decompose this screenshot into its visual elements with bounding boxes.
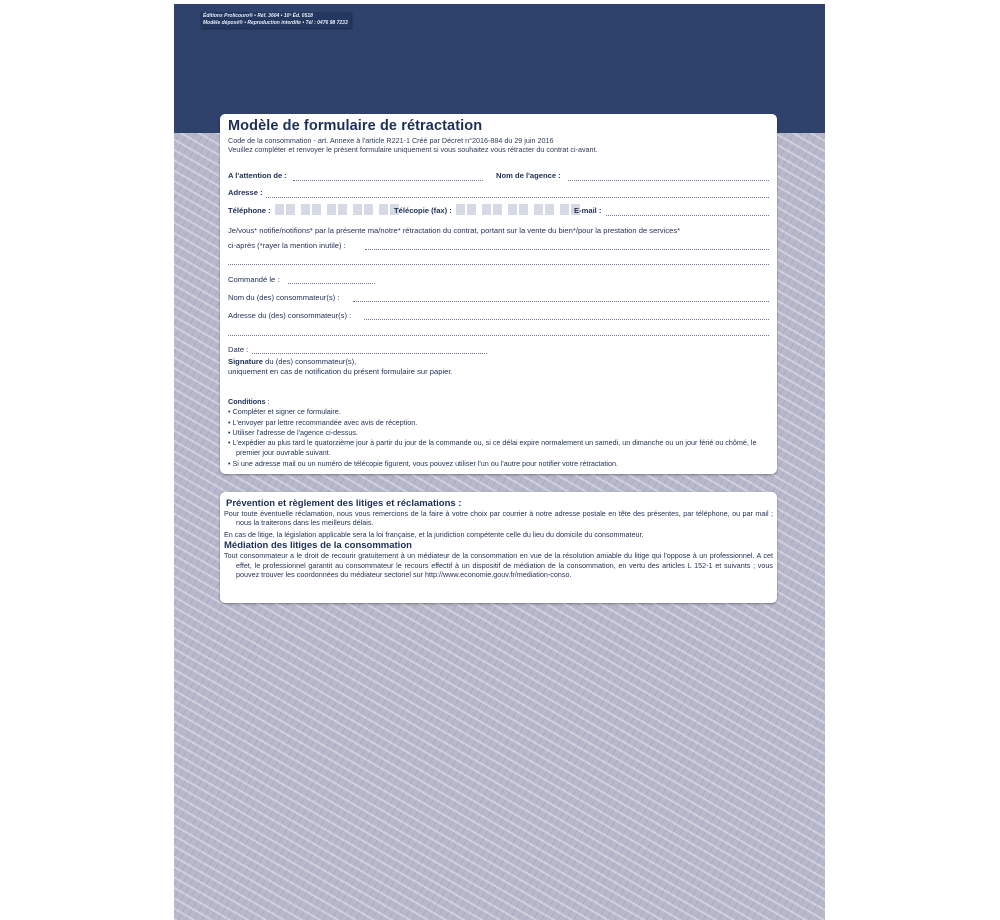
- agency-field[interactable]: [568, 180, 769, 181]
- mediation-title: Médiation des litiges de la consommation: [224, 540, 412, 552]
- fax-boxes[interactable]: [456, 204, 580, 215]
- conditions-title: Conditions: [228, 397, 266, 406]
- disputes-card: [220, 492, 777, 603]
- attention-label: A l'attention de :: [228, 171, 287, 180]
- condition-item: • Compléter et signer ce formulaire.: [228, 407, 773, 417]
- disputes-paragraph-1: Pour toute éventuelle réclamation, nous vous remercions de la faire à votre choix par courrier à notre adresse postale en tête des présentes, par téléphone, ou par mail ; nous la traiterons dans les meilleurs délais.: [224, 509, 773, 528]
- fax-label: Télécopie (fax) :: [394, 206, 452, 215]
- signature-label: Signature: [228, 357, 264, 366]
- condition-item: • Si une adresse mail ou un numéro de télécopie figurent, vous pouvez utiliser l'un ou l'autre pour notifier votre rétractation.: [228, 459, 773, 469]
- goods-field-2[interactable]: [228, 264, 769, 265]
- consumer-address-field-1[interactable]: [364, 319, 769, 320]
- phone-label: Téléphone :: [228, 206, 271, 215]
- consumer-address-label: Adresse du (des) consommateur(s) :: [228, 311, 352, 320]
- ordered-field[interactable]: [288, 283, 375, 284]
- date-field[interactable]: [252, 353, 487, 354]
- consumer-name-label: Nom du (des) consommateur(s) :: [228, 293, 340, 302]
- conditions-colon: :: [265, 397, 270, 406]
- publisher-label: [200, 12, 351, 28]
- conditions-block: [228, 397, 773, 469]
- signature-line-1: [228, 357, 356, 366]
- address-field[interactable]: [266, 197, 769, 198]
- agency-label: Nom de l'agence :: [496, 171, 561, 180]
- phone-boxes[interactable]: [275, 204, 399, 215]
- conditions-list: [228, 407, 773, 469]
- form-legal-reference: Code de la consommation - art. Annexe à l'article R221-1 Créé par Décret n°2016-884 du 29 juin 2016: [228, 136, 554, 145]
- consumer-address-field-2[interactable]: [228, 335, 769, 336]
- condition-item: • Utiliser l'adresse de l'agence ci-dessus.: [228, 428, 773, 438]
- ordered-label: Commandé le :: [228, 275, 280, 284]
- attention-field[interactable]: [293, 180, 483, 181]
- form-sheet: [174, 4, 825, 920]
- publisher-line-2: Modèle déposé® • Reproduction interdite • Tél : 0476 98 7233: [203, 20, 348, 26]
- signature-label-rest: du (des) consommateur(s),: [263, 357, 357, 366]
- withdrawal-form-card: [220, 114, 777, 474]
- mediation-paragraph: Tout consommateur a le droit de recourir gratuitement à un médiateur de la consommation en vue de la résolution amiable du litige qui l'oppose à un professionnel. A cet effet, le professionnel garantit au consommateur le recours effectif à un dispositif de médiation de la consommation, en vertu des articles L 152-1 et suivants ; vous pouvez trouver les coordonnées du médiateur sectoriel sur http://www.economie.gouv.fr/mediation-conso.: [224, 551, 773, 580]
- form-instructions: Veuillez compléter et renvoyer le présent formulaire uniquement si vous souhaitez vous rétracter du contrat ci-avant.: [228, 145, 598, 154]
- date-label: Date :: [228, 345, 249, 354]
- notification-line-2: ci-après (*rayer la mention inutile) :: [228, 241, 346, 250]
- goods-field-1[interactable]: [365, 249, 769, 250]
- form-title: Modèle de formulaire de rétractation: [228, 118, 483, 134]
- email-field[interactable]: [606, 215, 769, 216]
- publisher-line-1: Éditions Prolicouro® • Réf. 3604 • 10ª Éd. 0518: [203, 13, 313, 19]
- signature-line-2: uniquement en cas de notification du présent formulaire sur papier.: [228, 367, 453, 376]
- email-label: E-mail :: [574, 206, 602, 215]
- disputes-title: Prévention et règlement des litiges et réclamations :: [226, 498, 462, 509]
- condition-item: • L'expédier au plus tard le quatorzième jour à partir du jour de la commande ou, si ce délai expire normalement un samedi, un dimanche ou un jour férié ou chômé, le premier jour ouvrable suivant.: [228, 438, 773, 459]
- consumer-name-field[interactable]: [353, 301, 769, 302]
- address-label: Adresse :: [228, 188, 263, 197]
- disputes-paragraph-2: En cas de litige, la législation applicable sera la loi française, et la juridiction compétente celle du lieu du domicile du consommateur.: [224, 529, 644, 539]
- notification-line-1: Je/vous* notifie/notifions* par la présente ma/notre* rétractation du contrat, portant sur la vente du bien*/pour la prestation de services*: [228, 226, 681, 235]
- condition-item: • L'envoyer par lettre recommandée avec avis de réception.: [228, 418, 773, 428]
- disputes-section: [224, 498, 773, 579]
